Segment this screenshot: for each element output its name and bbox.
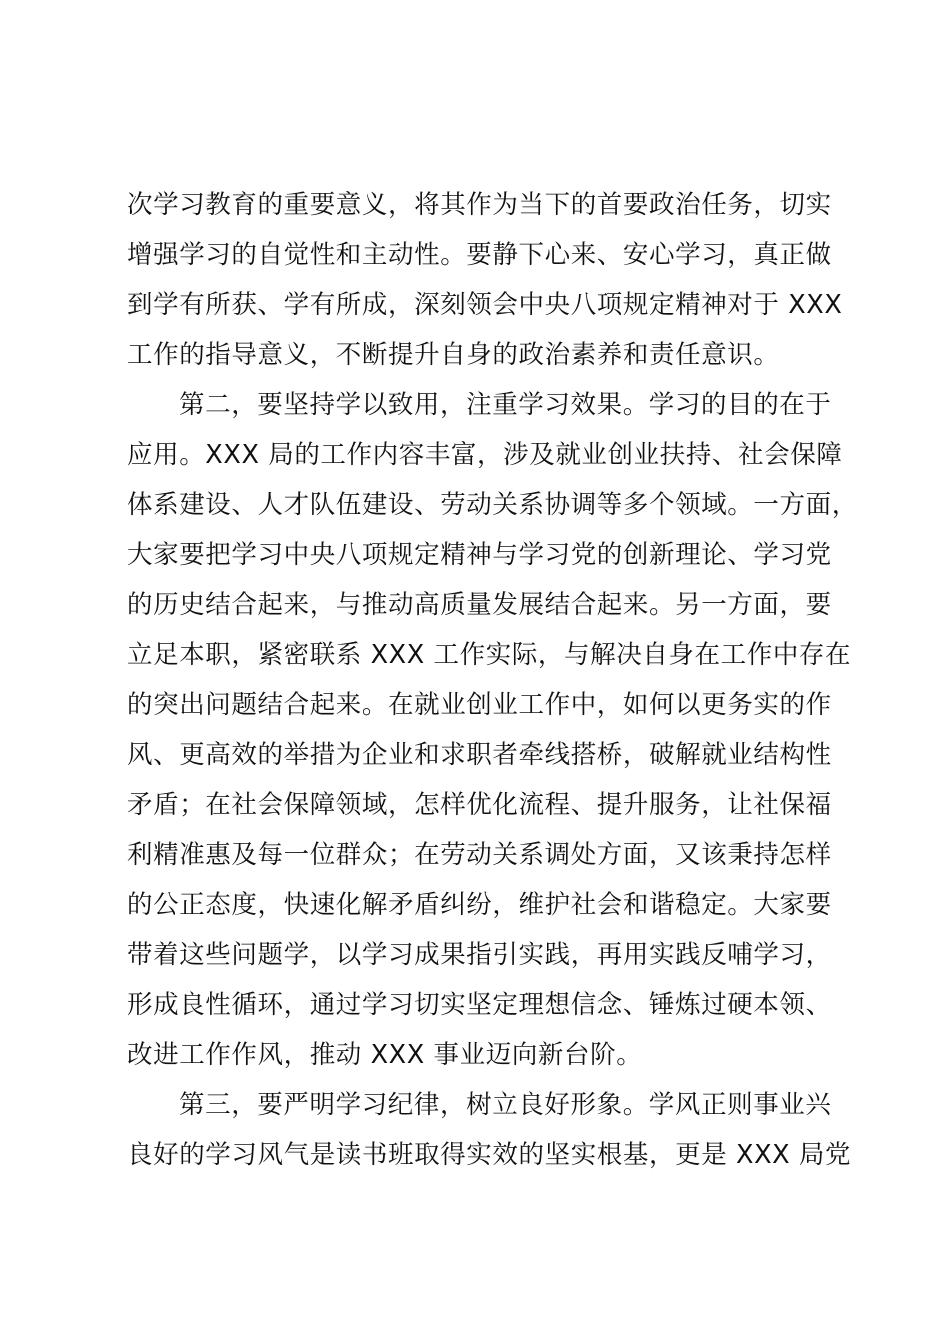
text-line: 的公正态度，快速化解矛盾纠纷，维护社会和谐稳定。大家要 xyxy=(127,890,832,920)
text-line: 改进工作作风，推动 XXX 事业迈向新台阶。 xyxy=(127,1040,643,1070)
text-line: 利精准惠及每一位群众；在劳动关系调处方面，又该秉持怎样 xyxy=(127,840,832,870)
text-line: 体系建设、人才队伍建设、劳动关系协调等多个领域。一方面， xyxy=(127,490,858,520)
text-line: 立足本职，紧密联系 XXX 工作实际，与解决自身在工作中存在 xyxy=(127,640,852,670)
text-line: 应用。XXX 局的工作内容丰富，涉及就业创业扶持、社会保障 xyxy=(127,440,843,470)
text-line: 带着这些问题学，以学习成果指引实践，再用实践反哺学习， xyxy=(127,940,832,970)
text-line: 大家要把学习中央八项规定精神与学习党的创新理论、学习党 xyxy=(127,540,832,570)
text-line: 到学有所获、学有所成，深刻领会中央八项规定精神对于 XXX xyxy=(127,290,843,320)
text-line: 风、更高效的举措为企业和求职者牵线搭桥，破解就业结构性 xyxy=(127,740,832,770)
text-line: 良好的学习风气是读书班取得实效的坚实根基，更是 XXX 局党 xyxy=(127,1140,852,1170)
text-line: 增强学习的自觉性和主动性。要静下心来、安心学习，真正做 xyxy=(127,240,832,270)
text-line: 工作的指导意义，不断提升自身的政治素养和责任意识。 xyxy=(127,340,780,370)
paragraph-3-first-line: 第三，要严明学习纪律，树立良好形象。学风正则事业兴 xyxy=(179,1090,832,1120)
body-text xyxy=(127,180,867,1180)
text-line: 的历史结合起来，与推动高质量发展结合起来。另一方面，要 xyxy=(127,590,832,620)
paragraph-2-first-line: 第二，要坚持学以致用，注重学习效果。学习的目的在于 xyxy=(179,390,832,420)
text-line: 次学习教育的重要意义，将其作为当下的首要政治任务，切实 xyxy=(127,190,832,220)
text-line: 的突出问题结合起来。在就业创业工作中，如何以更务实的作 xyxy=(127,690,832,720)
text-line: 矛盾；在社会保障领域，怎样优化流程、提升服务，让社保福 xyxy=(127,790,832,820)
text-line: 形成良性循环，通过学习切实坚定理想信念、锤炼过硬本领、 xyxy=(127,990,832,1020)
